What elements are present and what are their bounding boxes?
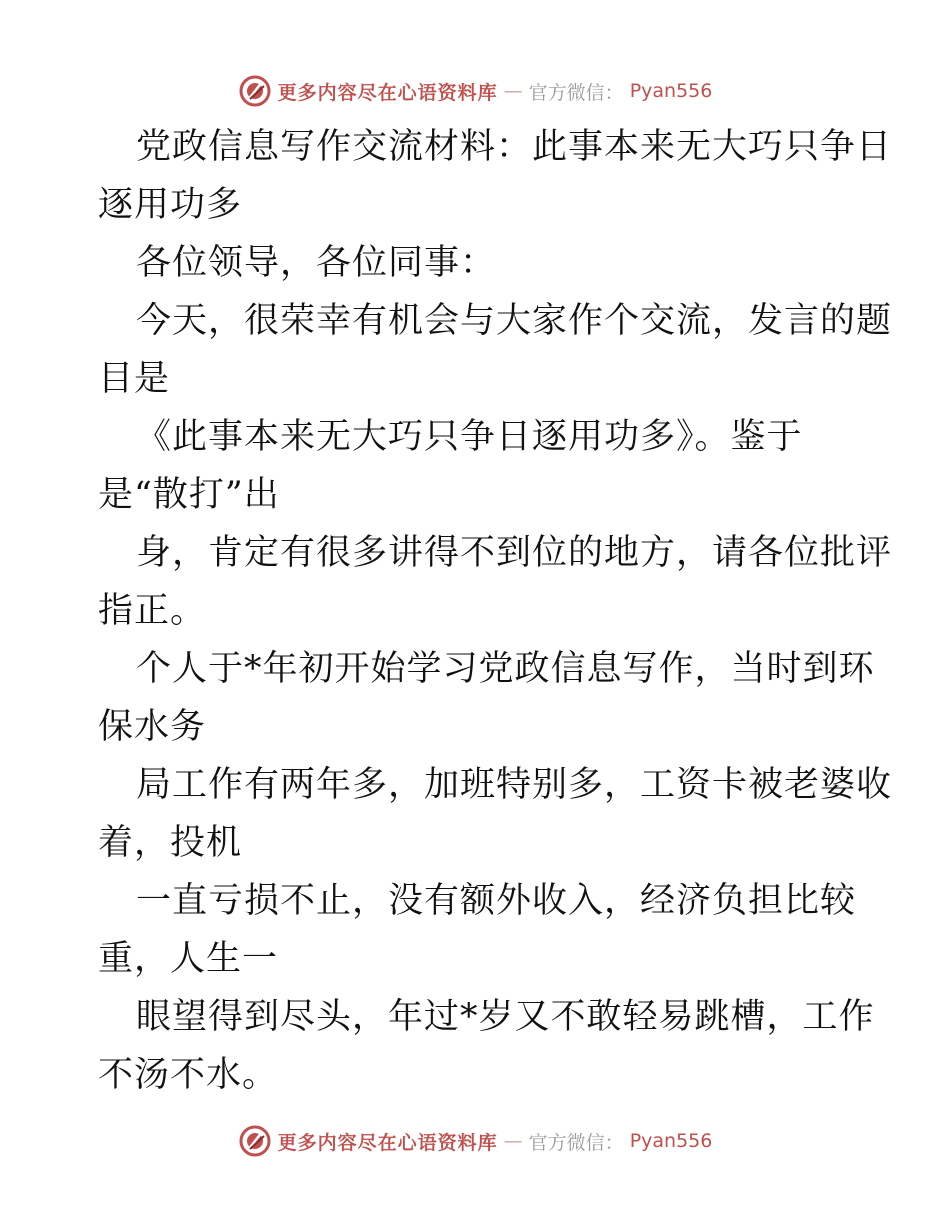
- text-line: 保水务: [98, 707, 207, 747]
- text-line: 重，人生一: [98, 939, 279, 979]
- seal-logo-icon: [238, 74, 272, 108]
- watermark-label: 官方微信：: [528, 81, 624, 104]
- text-line: 党政信息写作交流材料：此事本来无大巧只争日: [136, 127, 893, 167]
- header-watermark: [0, 71, 950, 111]
- text-line: 逐用功多: [98, 185, 243, 225]
- text-line: 着，投机: [98, 823, 243, 863]
- text-line: 指正。: [98, 591, 207, 631]
- text-line: 个人于*年初开始学习党政信息写作，当时到环: [136, 649, 875, 689]
- watermark-dash: —: [503, 1130, 523, 1152]
- watermark-main-text: 更多内容尽在心语资料库: [277, 81, 498, 104]
- text-line: 今天，很荣幸有机会与大家作个交流，发言的题: [136, 301, 893, 341]
- document-body: [98, 118, 893, 1104]
- footer-watermark: [0, 1121, 950, 1161]
- watermark-label: 官方微信：: [528, 1131, 624, 1154]
- text-line: 目是: [98, 359, 171, 399]
- text-line: 《此事本来无大巧只争日逐用功多》。鉴于: [136, 417, 803, 457]
- watermark-wechat-id: Pyan556: [629, 80, 713, 102]
- text-line: 各位领导，各位同事：: [136, 243, 497, 283]
- text-line: 局工作有两年多，加班特别多，工资卡被老婆收: [136, 765, 893, 805]
- text-line: 一直亏损不止，没有额外收入，经济负担比较: [136, 881, 857, 921]
- text-line: 是“散打”出: [98, 475, 280, 515]
- watermark-dash: —: [503, 80, 523, 102]
- watermark-main-text: 更多内容尽在心语资料库: [277, 1131, 498, 1154]
- seal-logo-icon: [238, 1124, 272, 1158]
- watermark-wechat-id: Pyan556: [629, 1130, 713, 1152]
- text-line: 身，肯定有很多讲得不到位的地方，请各位批评: [136, 533, 893, 573]
- text-line: 不汤不水。: [98, 1055, 279, 1095]
- text-line: 眼望得到尽头，年过*岁又不敢轻易跳槽，工作: [136, 997, 875, 1037]
